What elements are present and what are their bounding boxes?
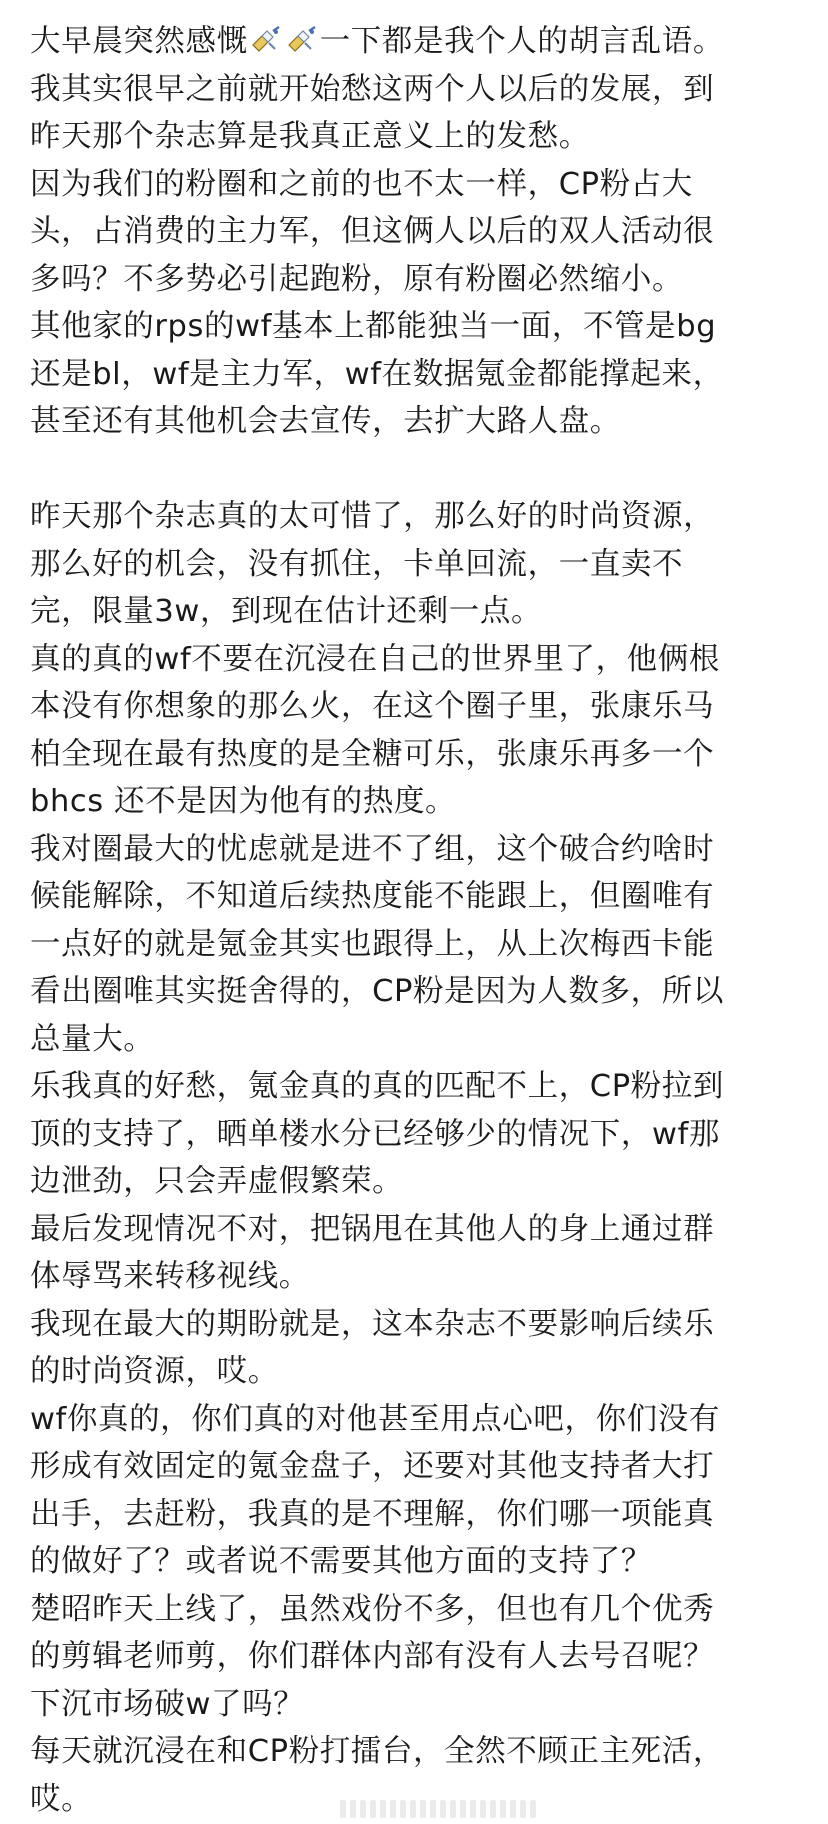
- post-line: 的做好了？或者说不需要其他方面的支持了？: [30, 1544, 652, 1579]
- post-line: 每天就沉浸在和CP粉打擂台，全然不顾正主死活，: [30, 1734, 724, 1769]
- post-line: 本没有你想象的那么火，在这个圈子里，张康乐马: [30, 689, 715, 724]
- post-line: 昨天那个杂志算是我真正意义上的发愁。: [30, 119, 590, 154]
- post-line: 总量大。: [30, 1021, 155, 1057]
- post-line: 乐我真的好愁，氪金真的真的匹配不上，CP粉拉到: [30, 1069, 724, 1104]
- post-line: 看出圈唯其实挺舍得的，CP粉是因为人数多，所以: [30, 974, 724, 1009]
- post-line: 最后发现情况不对，把锅甩在其他人的身上通过群: [30, 1211, 715, 1247]
- post-line: 我其实很早之前就开始愁这两个人以后的发展，到: [30, 71, 715, 107]
- post-line: 昨天那个杂志真的太可惜了，那么好的时尚资源，: [30, 499, 715, 534]
- post-line: 真的真的wf不要在沉浸在自己的世界里了，他俩根: [30, 641, 720, 677]
- post-line: 体辱骂来转移视线。: [30, 1259, 310, 1294]
- post-line: 候能解除，不知道后续热度能不能跟上，但圈唯有: [30, 879, 715, 914]
- post-line: 的时尚资源，哎。: [30, 1354, 279, 1389]
- post-line: wf你真的，你们真的对他甚至用点心吧，你们没有: [30, 1401, 720, 1437]
- clinking-glasses-icon: [249, 23, 283, 57]
- post-line: 边泄劲，只会弄虚假繁荣。: [30, 1164, 404, 1199]
- post-text: 一下都是我个人的胡言乱语。: [319, 24, 725, 59]
- post-line: 甚至还有其他机会去宣传，去扩大路人盘。: [30, 404, 621, 439]
- post-line: 因为我们的粉圈和之前的也不太一样，CP粉占大: [30, 166, 693, 202]
- post-line: 我现在最大的期盼就是，这本杂志不要影响后续乐: [30, 1306, 715, 1342]
- post-line: 下沉市场破w了吗？: [30, 1686, 305, 1722]
- post-line: 那么好的机会，没有抓住，卡单回流，一直卖不: [30, 546, 684, 582]
- post-line: 其他家的rps的wf基本上都能独当一面，不管是bg: [30, 309, 717, 344]
- post-line: 的剪辑老师剪，你们群体内部有没有人去号召呢？: [30, 1639, 715, 1674]
- post-line: 楚昭昨天上线了，虽然戏份不多，但也有几个优秀: [30, 1591, 715, 1627]
- post-line: 一点好的就是氪金其实也跟得上，从上次梅西卡能: [30, 926, 715, 962]
- faded-watermark: [340, 1800, 540, 1818]
- post-line: bhcs 还不是因为他有的热度。: [30, 784, 457, 819]
- post-line: 完，限量3w，到现在估计还剩一点。: [30, 594, 543, 629]
- post-line: 哎。: [30, 1781, 93, 1817]
- post-line: 出手，去赶粉，我真的是不理解，你们哪一项能真: [30, 1496, 715, 1532]
- post-line: 顶的支持了，晒单楼水分已经够少的情况下，wf那: [30, 1116, 720, 1152]
- post-line: 头，占消费的主力军，但这俩人以后的双人活动很: [30, 214, 715, 249]
- post-line: 柏全现在最有热度的是全糖可乐，张康乐再多一个: [30, 736, 715, 772]
- post-line: 多吗？不多势必引起跑粉，原有粉圈必然缩小。: [30, 261, 684, 297]
- post-line: 形成有效固定的氪金盘子，还要对其他支持者大打: [30, 1449, 715, 1484]
- post-text: 大早晨突然感慨: [30, 24, 248, 59]
- post-line: 我对圈最大的忧虑就是进不了组，这个破合约啥时: [30, 831, 715, 867]
- paragraph-gap: [30, 446, 810, 494]
- post-line: [30, 18, 810, 66]
- post-body: [30, 18, 810, 1823]
- post-line: 还是bl，wf是主力军，wf在数据氪金都能撑起来，: [30, 356, 724, 392]
- clinking-glasses-icon: [285, 23, 319, 57]
